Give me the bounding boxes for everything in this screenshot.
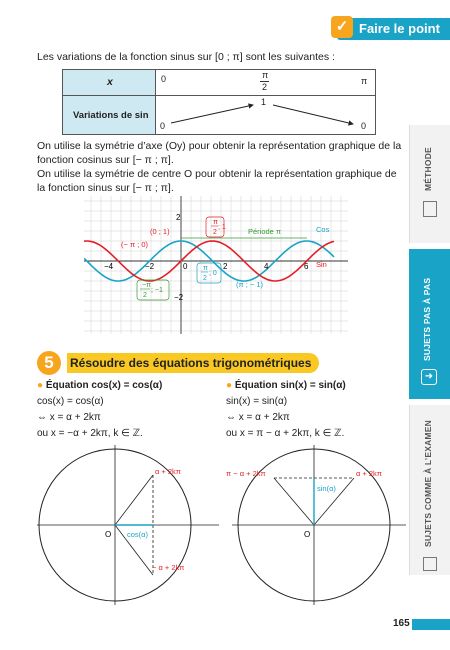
label-pi2-0-y: ; 0 xyxy=(209,270,217,277)
badge-label: Faire le point xyxy=(359,21,440,36)
label-pi-minus1: (π ; − 1) xyxy=(236,280,264,289)
bullet-icon: ● xyxy=(226,380,233,391)
label-minus-pi2-num: −π xyxy=(142,282,151,289)
eq-sin-title: Équation sin(x) = sin(α) xyxy=(234,380,346,391)
x-value-0: 0 xyxy=(161,74,167,84)
x-value-pi: π xyxy=(361,76,368,86)
y-tick-minus2: −2 xyxy=(174,293,184,302)
eq-sin-line3: ou x = π − α + 2kπ, k ∈ ℤ. xyxy=(226,428,345,439)
y-tick-2: 2 xyxy=(176,213,181,222)
label-minus-pi2-den: 2 xyxy=(143,292,147,299)
x-tick-minus2: −2 xyxy=(145,262,155,271)
label-0-1: (0 ; 1) xyxy=(150,227,170,236)
sin-value-1: 1 xyxy=(261,97,267,107)
sidebar-label-sujets-examen: SUJETS COMME À L’EXAMEN xyxy=(423,420,433,547)
sidebar xyxy=(409,125,450,575)
section-title: Résoudre des équations trigonométriques xyxy=(67,353,319,373)
section-number: 5 xyxy=(37,351,61,375)
check-icon: ✓ xyxy=(331,16,353,38)
paragraph-cosinus: On utilise la symétrie d’axe (Oy) pour obtenir la représentation graphique de la fonction cosinus sur [− π ; π]. xyxy=(37,140,402,166)
circle-cos-top-label: α + 2kπ xyxy=(155,467,181,476)
label-pi2-1-den: 2 xyxy=(213,229,217,236)
circle-cos-bottom-label: − α + 2kπ xyxy=(152,563,185,572)
sidebar-label-methode: MÉTHODE xyxy=(423,147,433,191)
circle-sin-mid-label: sin(α) xyxy=(317,484,336,493)
intro-line xyxy=(37,50,335,64)
eq-sin-line2: ⇔ x = α + 2kπ xyxy=(226,412,290,423)
label-sin: Sin xyxy=(316,260,327,269)
circle-sin-right-label: α + 2kπ xyxy=(356,469,382,478)
faire-le-point-badge xyxy=(337,18,450,40)
intro-end: sont les suivantes : xyxy=(245,51,335,63)
increase-arrow xyxy=(171,105,253,123)
decrease-arrow xyxy=(273,105,353,124)
eq-cos-line1: cos(x) = cos(α) xyxy=(37,396,104,407)
sidebar-label-sujets-pas: SUJETS PAS À PAS xyxy=(422,277,432,361)
eq-cos-line3: ou x = −α + 2kπ, k ∈ ℤ. xyxy=(37,428,143,439)
eq-cos-line2: ⇔ x = α + 2kπ xyxy=(37,412,101,423)
sidebar-tab-sujets-examen[interactable] xyxy=(409,405,450,575)
circle-cos-mid-label: cos(α) xyxy=(127,530,149,539)
label-periode: Période π xyxy=(248,227,282,236)
methode-icon xyxy=(423,201,437,217)
label-pi2-1-y: ; 1 xyxy=(218,224,226,231)
bullet-icon: ● xyxy=(37,380,44,391)
x-tick-4: 4 xyxy=(264,262,269,271)
arrow-right-icon: ➜ xyxy=(421,369,437,385)
sidebar-tab-methode[interactable] xyxy=(409,125,450,243)
circle-cos-diagram xyxy=(37,445,222,605)
book-icon xyxy=(423,557,437,571)
eq-sin-block xyxy=(226,378,346,442)
intro-text: Les variations de la fonction sinus sur xyxy=(37,51,213,63)
trig-graph xyxy=(84,196,350,340)
label-cos: Cos xyxy=(316,225,330,234)
x-tick-0: 0 xyxy=(183,262,188,271)
sin-value-0: 0 xyxy=(160,121,166,131)
variation-arrows xyxy=(63,70,375,134)
eq-sin-line1: sin(x) = sin(α) xyxy=(226,396,288,407)
x-tick-minus4: −4 xyxy=(104,262,114,271)
footer-bar xyxy=(412,619,450,630)
label-pi2-0-den: 2 xyxy=(203,275,207,282)
x-value-pi-over-2-den: 2 xyxy=(262,82,268,92)
label-minus-pi-0: (− π ; 0) xyxy=(121,240,149,249)
row-label: Variations de sin xyxy=(73,110,149,121)
label-pi2-0-num: π xyxy=(203,265,208,272)
sin-value-2: 0 xyxy=(361,121,367,131)
intro-interval: [0 ; π] xyxy=(215,51,243,63)
x-value-pi-over-2-num: π xyxy=(262,70,269,80)
circle-cos-origin: O xyxy=(105,530,112,539)
x-tick-2: 2 xyxy=(223,262,228,271)
label-pi2-1-num: π xyxy=(213,219,218,226)
page-number: 165 xyxy=(393,618,410,629)
eq-cos-title: Équation cos(x) = cos(α) xyxy=(45,380,163,391)
variation-table xyxy=(62,69,376,135)
circle-sin-diagram xyxy=(224,445,409,605)
sidebar-tab-sujets-pas-a-pas[interactable] xyxy=(409,249,450,399)
x-tick-6: 6 xyxy=(304,262,309,271)
eq-cos-block xyxy=(37,378,162,442)
circle-sin-origin: O xyxy=(304,530,311,539)
circle-sin-left-label: π − α + 2kπ xyxy=(226,469,266,478)
label-minus-pi2-y: ; −1 xyxy=(151,287,163,294)
paragraph-sinus: On utilise la symétrie de centre O pour obtenir la représentation graphique de la fonction sinus sur [− π ; π]. xyxy=(37,168,397,194)
x-header: x xyxy=(107,76,113,88)
